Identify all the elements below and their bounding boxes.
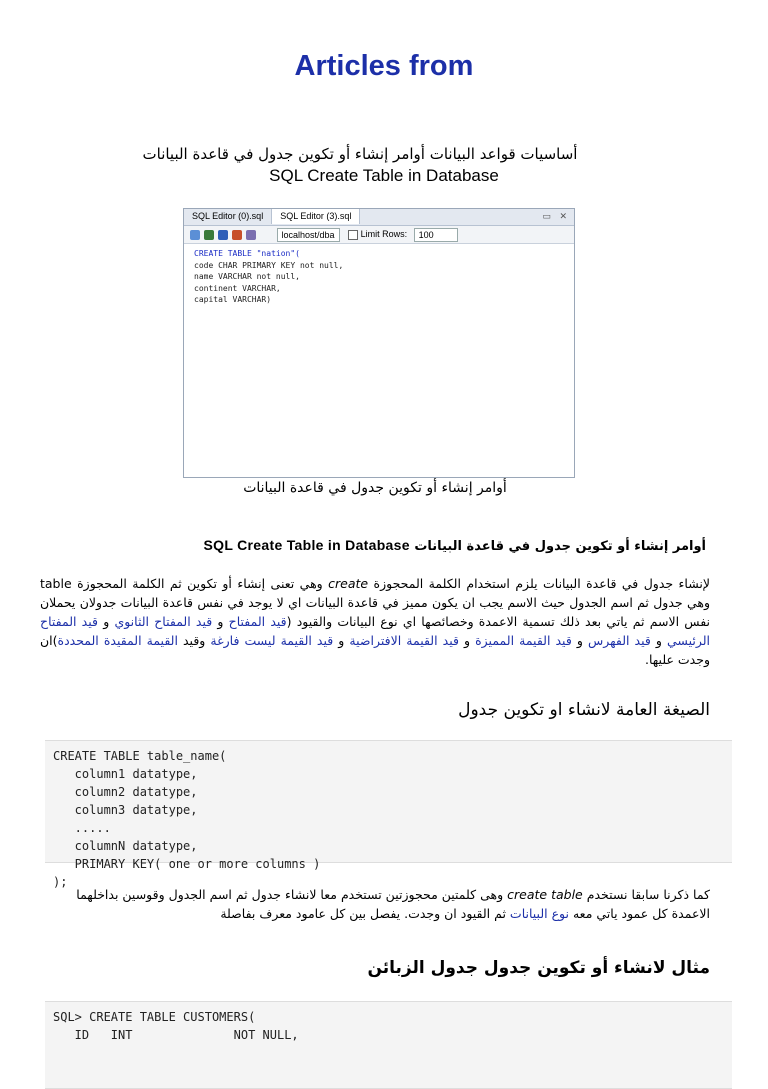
limit-rows-label: Limit Rows: bbox=[360, 229, 408, 239]
code-line: capital VARCHAR) bbox=[194, 295, 272, 304]
code-block-example bbox=[45, 1001, 732, 1089]
editor-tab-active[interactable]: SQL Editor (3).sql bbox=[272, 209, 360, 224]
para-text: و bbox=[212, 614, 229, 629]
sql-editor-screenshot bbox=[183, 208, 575, 478]
keyword-create: create bbox=[328, 576, 369, 591]
code-line: column3 datatype, bbox=[53, 803, 198, 817]
para-text: )ان وجدت عليها. bbox=[40, 633, 710, 667]
para-text: و bbox=[650, 633, 667, 648]
code-line: SQL> CREATE TABLE CUSTOMERS( bbox=[53, 1010, 256, 1024]
heading-arabic: أوامر إنشاء أو تكوين جدول في قاعدة البيانات bbox=[414, 539, 706, 554]
editor-toolbar bbox=[184, 226, 574, 244]
run-icon[interactable] bbox=[204, 230, 214, 240]
section-heading-example: مثال لانشاء أو تكوين جدول جدول الزبائن bbox=[367, 958, 710, 978]
para-text: و bbox=[333, 633, 350, 648]
para-text: و bbox=[98, 614, 115, 629]
code-line: ); bbox=[53, 875, 68, 889]
code-line: CREATE TABLE "nation"( bbox=[194, 249, 300, 258]
limit-rows-checkbox[interactable] bbox=[348, 230, 358, 240]
para-text: وهى كلمتين محجوزتين تستخدم معا لانشاء جدول ثم اسم الجدول وقوسين بداخلهما الاعمدة كل عمود ياتي معه bbox=[76, 887, 710, 921]
code-line: column1 datatype, bbox=[53, 767, 198, 781]
editor-tab[interactable]: SQL Editor (0).sql bbox=[184, 209, 272, 224]
link-data-types[interactable]: نوع البيانات bbox=[509, 906, 569, 921]
link-index-constraint[interactable]: قيد الفهرس bbox=[587, 633, 651, 648]
window-controls-icon[interactable]: ▭ ✕ bbox=[542, 211, 570, 221]
connection-select[interactable]: localhost/dba bbox=[277, 228, 340, 242]
page-title: Articles from bbox=[294, 50, 474, 82]
code-line: code CHAR PRIMARY KEY not null, bbox=[194, 260, 344, 270]
code-line: columnN datatype, bbox=[53, 839, 198, 853]
para-text: وهي تعنى إنشاء أو تكوين ثم الكلمة المحجوزة bbox=[77, 576, 323, 591]
para-text: و bbox=[458, 633, 476, 648]
link-primary-key-constraint[interactable]: قيد المفتاح الرئيسي bbox=[40, 614, 710, 648]
limit-rows-input[interactable]: 100 bbox=[414, 228, 458, 242]
section-heading-syntax: الصيغة العامة لانشاء او تكوين جدول bbox=[458, 700, 710, 720]
save-icon[interactable] bbox=[190, 230, 200, 240]
screenshot-caption: أوامر إنشاء أو تكوين جدول في قاعدة البيانات bbox=[243, 480, 507, 496]
heading-english: SQL Create Table in Database bbox=[203, 537, 410, 553]
subtitle-arabic: أساسيات قواعد البيانات أوامر إنشاء أو تكوين جدول في قاعدة البيانات bbox=[142, 145, 578, 163]
editor-code[interactable] bbox=[184, 244, 574, 310]
para-text: لإنشاء جدول في قاعدة البيانات يلزم استخدام الكلمة المحجوزة bbox=[373, 576, 710, 591]
para-text: وهي جدول ثم اسم الجدول حيث الاسم يجب ان يكون مميز في قاعدة البيانات اي لا يوجد في نفس قاعدة البيانات جدولان يحملان نفس الاسم ثم ياتي بعد ذلك تسمية الاعمدة وخصائصها اي نوع البيانات والقيود ( bbox=[40, 595, 711, 629]
keyword-create-table: create table bbox=[507, 887, 583, 902]
para-text: و bbox=[571, 633, 588, 648]
code-line: column2 datatype, bbox=[53, 785, 198, 799]
link-key-constraint[interactable]: قيد المفتاح bbox=[228, 614, 287, 629]
para-text: وقيد bbox=[177, 633, 211, 648]
code-line: PRIMARY KEY( one or more columns ) bbox=[53, 857, 321, 871]
code-block-syntax bbox=[45, 740, 732, 889]
para-text: ثم القيود ان وجدت. يفصل بين كل عامود معرف بفاصلة bbox=[220, 906, 506, 921]
link-foreign-key-constraint[interactable]: قيد المفتاح الثانوي bbox=[114, 614, 213, 629]
link-check-constraint[interactable]: القيمة المقيدة المحددة bbox=[57, 633, 178, 648]
code-line: ..... bbox=[53, 821, 111, 835]
stop-icon[interactable] bbox=[232, 230, 242, 240]
link-not-null-constraint[interactable]: قيد القيمة ليست فارغة bbox=[210, 633, 334, 648]
link-default-constraint[interactable]: قيد القيمة الافتراضية bbox=[349, 633, 459, 648]
section-heading-create-table bbox=[40, 537, 706, 554]
run-all-icon[interactable] bbox=[218, 230, 228, 240]
subtitle-english: SQL Create Table in Database bbox=[269, 166, 499, 185]
link-unique-constraint[interactable]: قيد القيمة المميزة bbox=[475, 633, 572, 648]
editor-tabbar bbox=[184, 209, 574, 226]
code-line: name VARCHAR not null, bbox=[194, 272, 300, 281]
code-line: ID INT NOT NULL, bbox=[53, 1028, 299, 1042]
code-line: CREATE TABLE table_name( bbox=[53, 749, 227, 763]
intro-paragraph bbox=[40, 574, 710, 669]
explain-icon[interactable] bbox=[246, 230, 256, 240]
code-line: continent VARCHAR, bbox=[194, 283, 281, 293]
para-text: كما ذكرنا سابقا نستخدم bbox=[586, 887, 710, 902]
keyword-table: table bbox=[40, 576, 72, 591]
explanation-paragraph bbox=[40, 885, 710, 923]
